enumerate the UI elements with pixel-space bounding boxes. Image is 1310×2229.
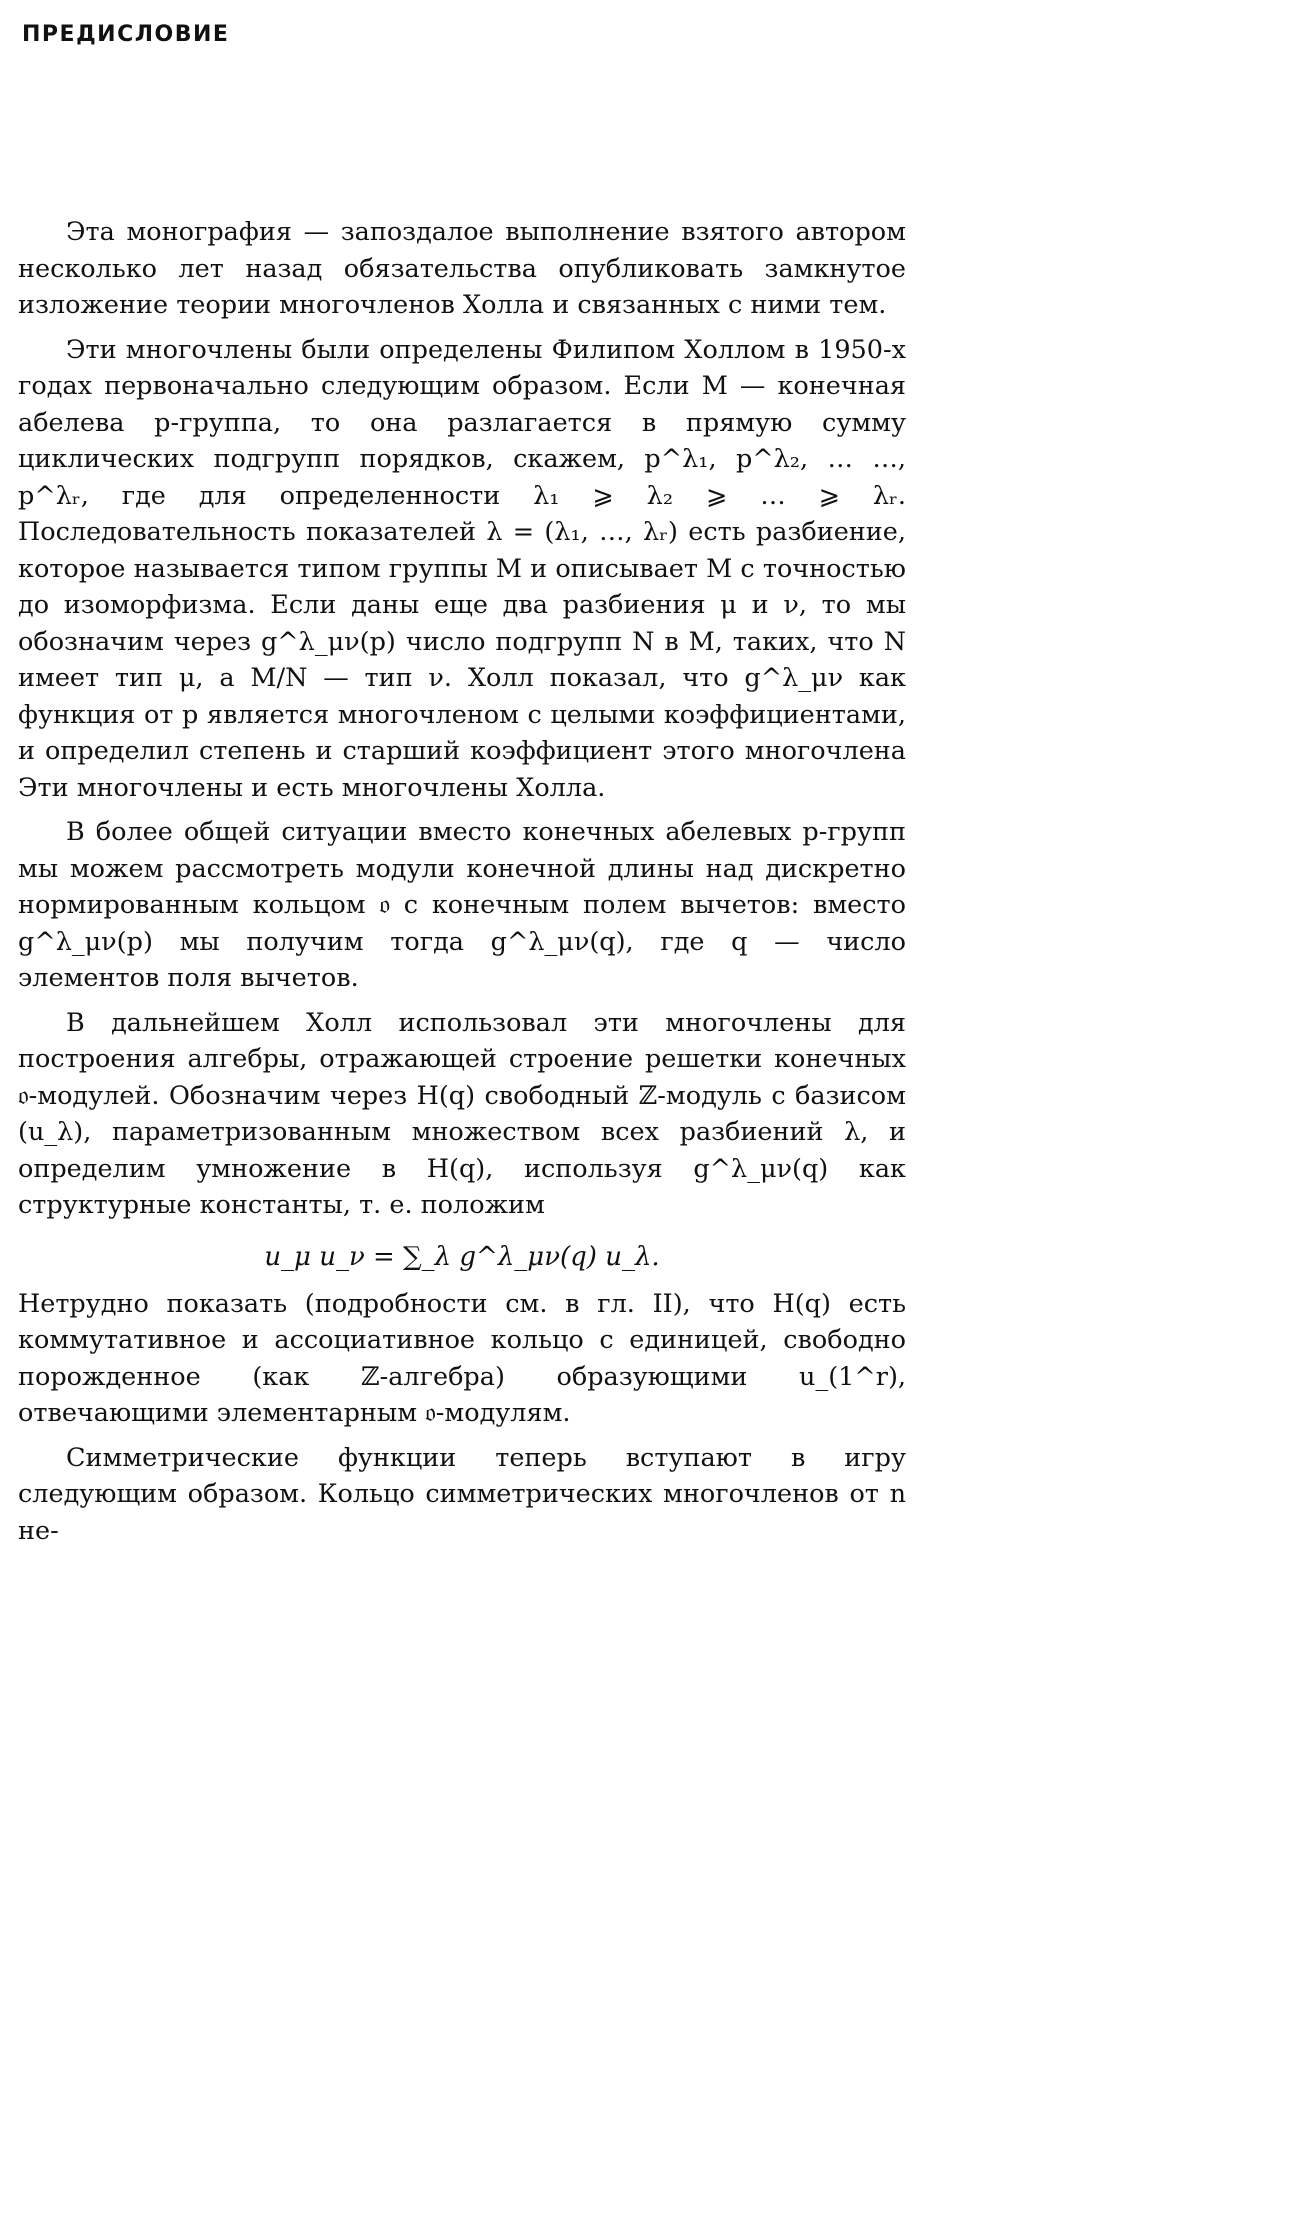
paragraph-6: Симметрические функции теперь вступают в игру следующим образом. Кольцо симметрических многочленов от n не-: [18, 1442, 906, 1546]
paragraph-1: Эта монография — запоздалое выполнение взятого автором несколько лет назад обязательства опубликовать замкнутое изложение теории многочленов Холла и связанных с ними тем.: [18, 217, 906, 320]
paragraph-2: Эти многочлены были определены Филипом Холлом в 1950-х годах первоначально следующим образом. Если M — конечная абелева p-группа, то она разлагается в прямую сумму циклических подгрупп порядков, скажем, p^λ₁, p^λ₂, … …, p^λᵣ, где для определенности λ₁ ⩾ λ₂ ⩾ … ⩾ λᵣ. Последовательность показателей λ = (λ₁, …, λᵣ) есть разбиение, которое называется типом группы M и описывает M с точностью до изоморфизма. Если даны еще два разбиения μ и ν, то мы обозначим через g^λ_μν(p) число подгрупп N в M, таких, что N имеет тип μ, а M/N — тип ν. Холл показал, что g^λ_μν как функция от p является многочленом с целыми коэффициентами, и определил степень и старший коэффициент этого многочлена Эти многочлены и есть многочлены Холла.: [18, 334, 906, 803]
paragraph-3: В более общей ситуации вместо конечных абелевых p-групп мы можем рассмотреть модули конечной длины над дискретно нормированным кольцом 𝔬 с конечным полем вычетов: вместо g^λ_μν(p) мы получим тогда g^λ_μν(q), где q — число элементов поля вычетов.: [18, 817, 906, 993]
display-formula: u_μ u_ν = ∑_λ g^λ_μν(q) u_λ.: [264, 1241, 660, 1272]
document-page: [0, 0, 924, 1569]
page-heading: ПРЕДИСЛОВИЕ: [22, 22, 230, 47]
paragraph-5: Нетрудно показать (подробности см. в гл. II), что H(q) есть коммутативное и ассоциативное кольцо с единицей, свободно порожденное (как ℤ-алгебра) образующими u_(1^r), отвечающими элементарным 𝔬-модулям.: [18, 1288, 906, 1428]
body-text: [18, 214, 906, 1549]
paragraph-4: В дальнейшем Холл использовал эти многочлены для построения алгебры, отражающей строение решетки конечных 𝔬-модулей. Обозначим через H(q) свободный ℤ-модуль с базисом (u_λ), параметризованным множеством всех разбиений λ, и определим умножение в H(q), используя g^λ_μν(q) как структурные константы, т. е. положим: [18, 1007, 906, 1220]
